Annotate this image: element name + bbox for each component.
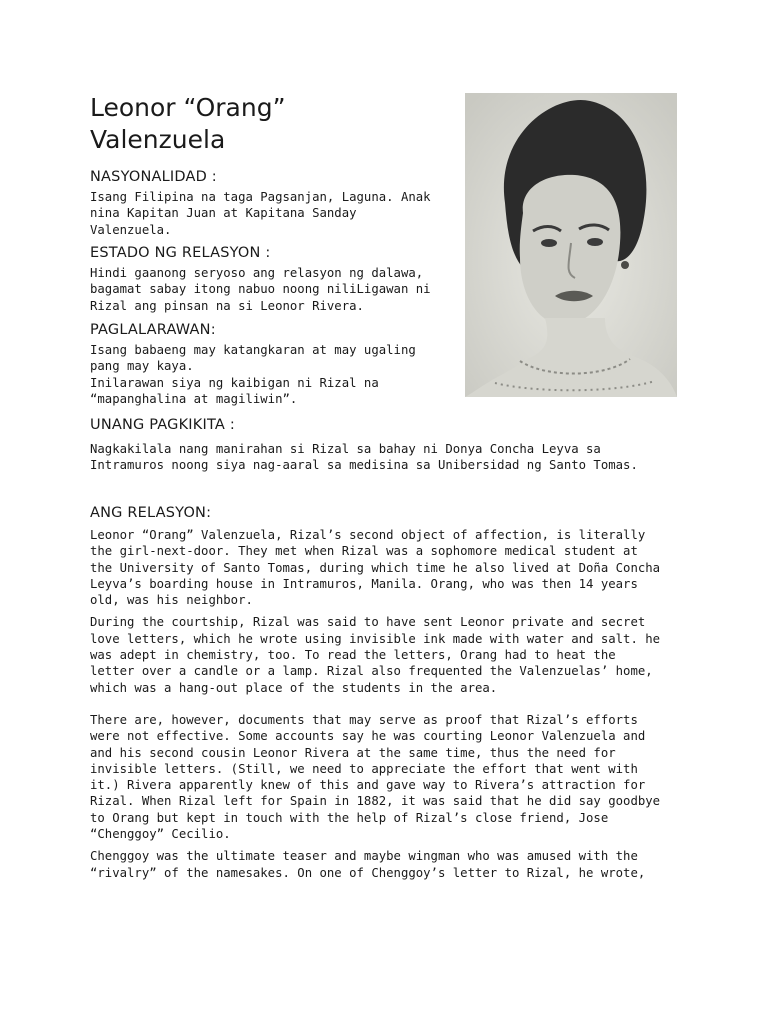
section-nasyonalidad <box>90 168 450 238</box>
section-estado <box>90 244 450 314</box>
relasyon-paragraph-2: During the courtship, Rizal was said to have sent Leonor private and secret love letters, which he wrote using invisible ink made with water and salt. he was adept in chemistry, too. To read the letters, Orang had to heat the letter over a candle or a lamp. Rizal also frequented the Valenzuelas’ home, which was a hang-out place of the students in the area. <box>90 615 661 695</box>
paglalarawan-heading: PAGLALARAWAN: <box>90 322 216 338</box>
section-ang-relasyon <box>90 504 690 887</box>
nasyonalidad-heading: NASYONALIDAD : <box>90 169 217 185</box>
estado-heading: ESTADO NG RELASYON : <box>90 245 271 261</box>
unang-heading: UNANG PAGKIKITA : <box>90 417 235 433</box>
unang-text: Nagkakilala nang manirahan si Rizal sa bahay ni Donya Concha Leyva sa Intramuros noong siya nag-aaral sa medisina sa Unibersidad ng Santo Tomas. <box>90 442 638 473</box>
section-paglalarawan <box>90 321 450 407</box>
relasyon-paragraph-1: Leonor “Orang” Valenzuela, Rizal’s second object of affection, is literally the girl-next-door. They met when Rizal was a sophomore medical student at the University of Santo Tomas, during which time he also lived at Doña Concha Leyva’s boarding house in Intramuros, Manila. Orang, who was then 14 years old, was his neighbor. <box>90 528 661 608</box>
paglalarawan-text: Isang babaeng may katangkaran at may ugaling pang may kaya. Inilarawan siya ng kaibigan ni Rizal na “mapanghalina at magiliwin”. <box>90 343 416 406</box>
title-line-1: Leonor “Orang” <box>90 93 286 122</box>
estado-text: Hindi gaanong seryoso ang relasyon ng dalawa, bagamat sabay itong nabuo noong niliLigawan ni Rizal ang pinsan na si Leonor Rivera. <box>90 266 431 313</box>
woman-portrait-icon <box>465 93 677 397</box>
relasyon-heading: ANG RELASYON: <box>90 505 212 521</box>
relasyon-paragraph-4: Chenggoy was the ultimate teaser and maybe wingman who was amused with the “rivalry” of the namesakes. On one of Chenggoy’s letter to Rizal, he wrote, <box>90 849 646 880</box>
nasyonalidad-text: Isang Filipina na taga Pagsanjan, Laguna. Anak nina Kapitan Juan at Kapitana Sanday Valenzuela. <box>90 190 431 237</box>
title-line-2: Valenzuela <box>90 125 226 154</box>
relasyon-paragraph-3: There are, however, documents that may serve as proof that Rizal’s efforts were not effective. Some accounts say he was courting Leonor Valenzuela and and his second cousin Leonor Rivera at the same time, thus the need for invisible letters. (Still, we need to appreciate the effort that went with it.) Rivera apparently knew of this and gave way to Rivera’s attraction for Rizal. When Rizal left for Spain in 1882, it was said that he did say goodbye to Orang but kept in touch with the help of Rizal’s close friend, Jose “Chenggoy” Cecilio. <box>90 712 661 842</box>
portrait-photo <box>465 93 677 397</box>
section-unang-pagkikita <box>90 416 690 474</box>
page-title <box>90 92 450 156</box>
